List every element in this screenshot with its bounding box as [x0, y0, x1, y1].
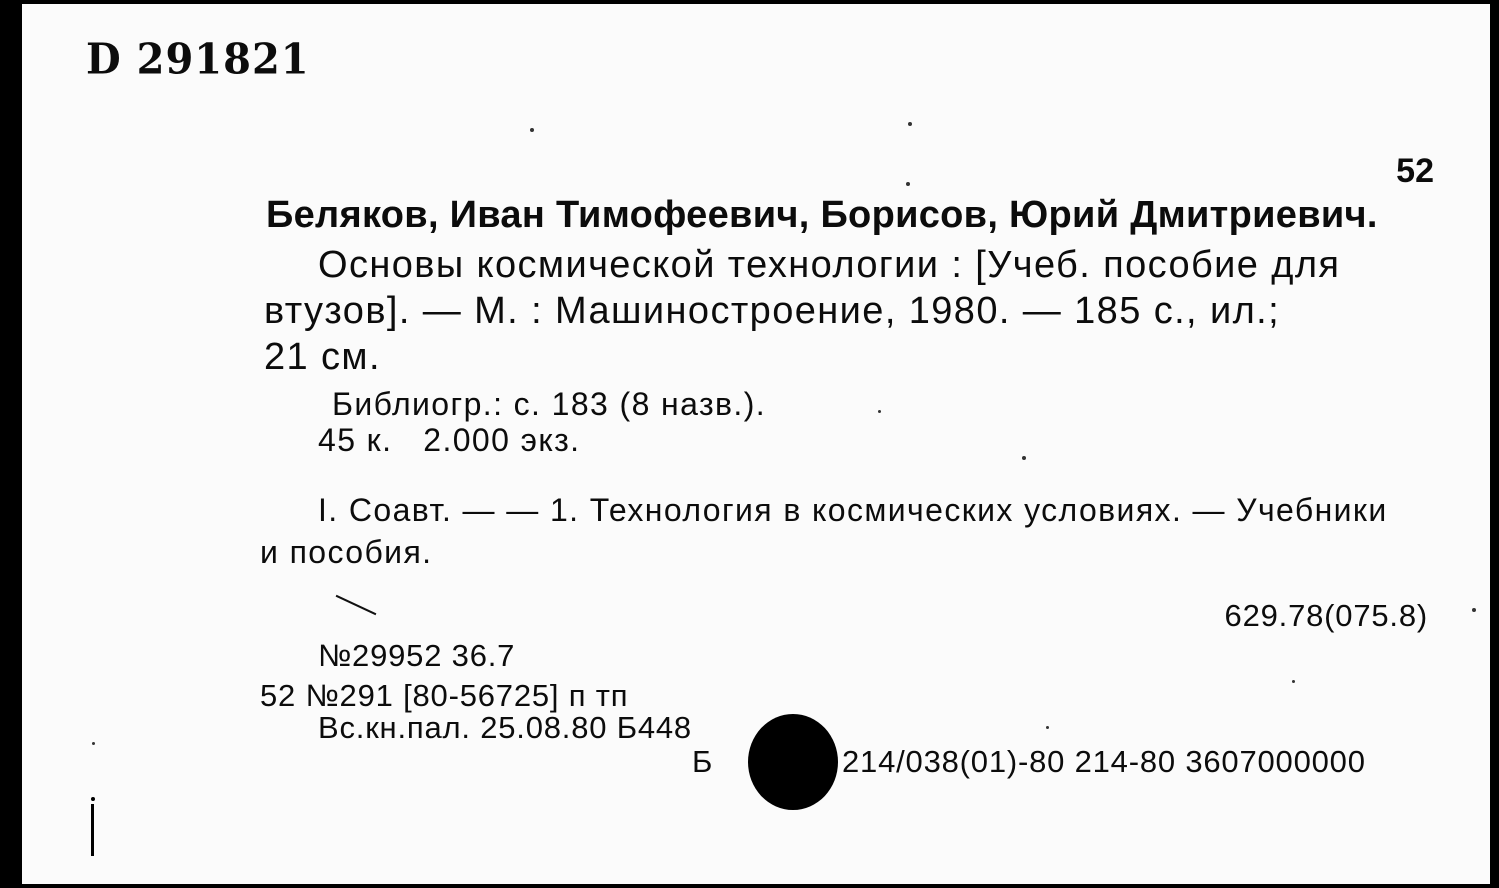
punch-hole	[748, 714, 838, 810]
catalog-card	[22, 4, 1490, 884]
b-label: Б	[692, 744, 714, 779]
speck	[906, 182, 910, 186]
publisher-code: 214/038(01)-80 214-80 3607000000	[842, 744, 1366, 779]
tracings-line: I. Соавт. — — 1. Технология в космических условиях. — Учебники	[318, 492, 1388, 528]
bibliography-note: Библиогр.: с. 183 (8 назв.).	[332, 386, 767, 422]
speck	[1292, 680, 1295, 683]
speck	[92, 742, 95, 745]
author-heading: Беляков, Иван Тимофеевич, Борисов, Юрий Дмитриевич.	[266, 194, 1378, 236]
speck	[1022, 456, 1026, 460]
description-line: 21 см.	[264, 336, 381, 378]
speck	[908, 122, 912, 126]
speck	[878, 410, 881, 413]
tracings-line: и пособия.	[260, 534, 433, 570]
margin-mark	[91, 804, 94, 856]
record-line: 52 №291 [80-56725] п тп	[260, 678, 629, 713]
stray-dash-mark	[336, 595, 377, 615]
description-line: втузов]. — М. : Машиностроение, 1980. — 185 с., ил.;	[264, 290, 1281, 332]
price-copies: 45 к. 2.000 экз.	[318, 422, 581, 458]
accession-number: D 291821	[86, 34, 310, 85]
margin-mark-dot	[91, 797, 95, 801]
speck	[1046, 726, 1049, 729]
record-line: Вс.кн.пал. 25.08.80 Б448	[318, 710, 692, 745]
description-line: Основы космической технологии : [Учеб. пособие для	[318, 244, 1341, 286]
udc-code: 629.78(075.8)	[1224, 598, 1428, 633]
class-number: 52	[1396, 152, 1434, 190]
speck	[530, 128, 534, 132]
speck	[1472, 608, 1476, 612]
record-line: №29952 36.7	[318, 638, 516, 673]
